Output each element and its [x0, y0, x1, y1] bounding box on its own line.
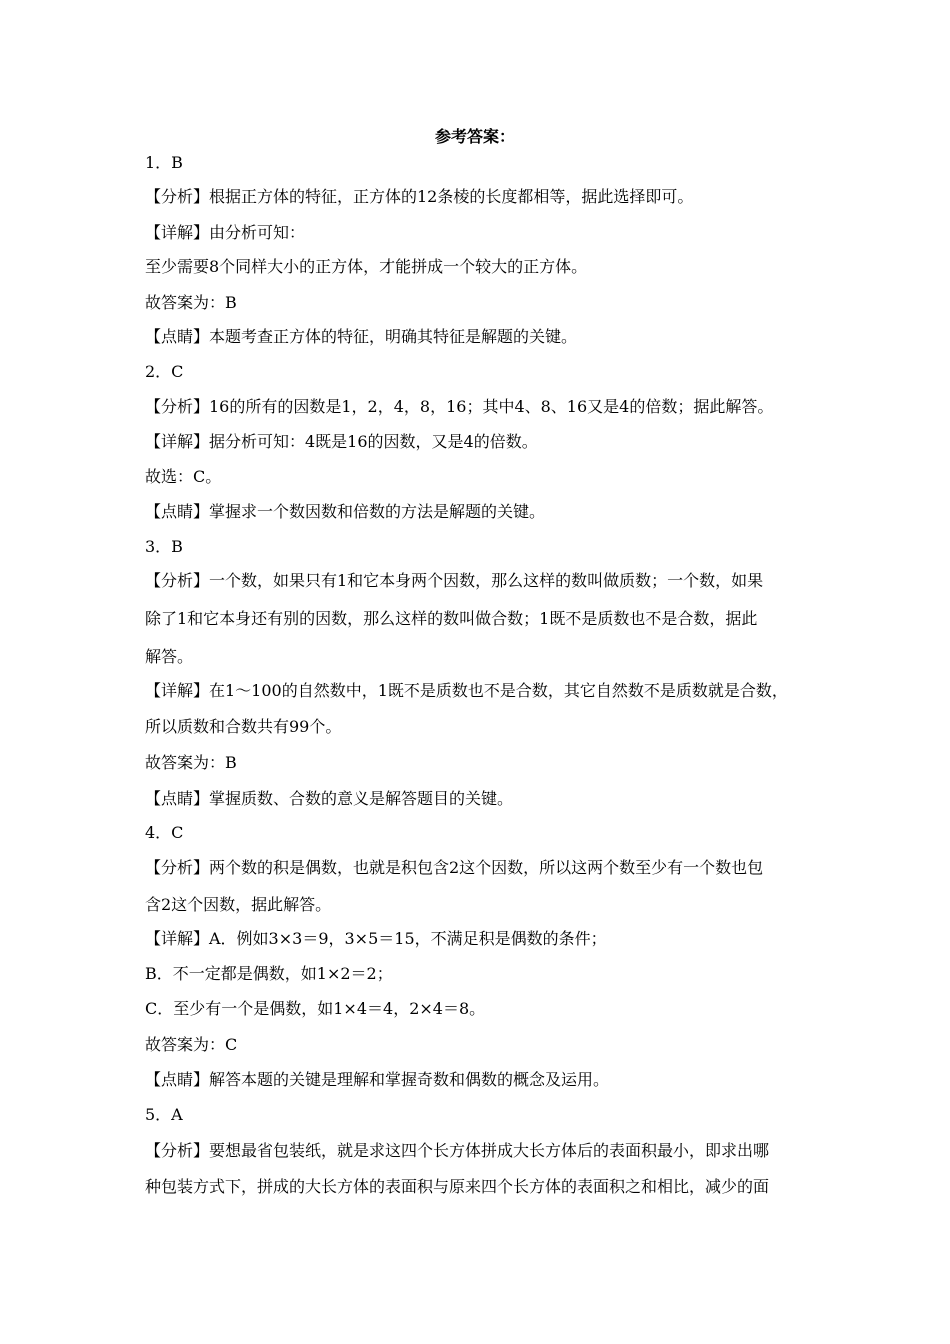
answer-line: 含2这个因数，据此解答。 [145, 895, 332, 914]
answer-line: 【点睛】本题考查正方体的特征，明确其特征是解题的关键。 [145, 327, 578, 346]
answer-line: 故答案为：B [145, 753, 237, 772]
answer-line: 【点睛】解答本题的关键是理解和掌握奇数和偶数的概念及运用。 [145, 1070, 610, 1089]
answer-line: 【详解】在1～100的自然数中，1既不是质数也不是合数，其它自然数不是质数就是合数， [145, 681, 788, 700]
answer-line: 故选：C。 [145, 467, 222, 486]
answer-line: 故答案为：C [145, 1035, 238, 1054]
page-title: 参考答案： [434, 127, 515, 146]
answer-line: 【分析】两个数的积是偶数，也就是积包含2这个因数，所以这两个数至少有一个数也包 [145, 858, 764, 877]
answer-line: 【分析】根据正方体的特征，正方体的12条棱的长度都相等，据此选择即可。 [145, 187, 694, 206]
answer-line: 2．C [145, 362, 184, 381]
answer-line: B．不一定都是偶数，如1×2＝2； [145, 964, 393, 983]
answer-line: 【点睛】掌握质数、合数的意义是解答题目的关键。 [145, 789, 514, 808]
answer-line: 【详解】A．例如3×3＝9，3×5＝15，不满足积是偶数的条件； [145, 929, 607, 948]
answer-line: 【分析】16的所有的因数是1，2，4，8，16；其中4、8、16又是4的倍数；据此解答。 [145, 397, 774, 416]
answer-line: 除了1和它本身还有别的因数，那么这样的数叫做合数；1既不是质数也不是合数，据此 [145, 609, 758, 628]
answer-line: 【点睛】掌握求一个数因数和倍数的方法是解题的关键。 [145, 502, 546, 521]
answer-line: 解答。 [145, 647, 194, 666]
answer-line: 【分析】要想最省包装纸，就是求这四个长方体拼成大长方体后的表面积最小，即求出哪 [145, 1141, 770, 1160]
answer-line: 5．A [145, 1105, 183, 1124]
answer-line: 至少需要8个同样大小的正方体，才能拼成一个较大的正方体。 [145, 257, 588, 276]
answer-line: 【分析】一个数，如果只有1和它本身两个因数，那么这样的数叫做质数；一个数，如果 [145, 571, 764, 590]
answer-line: 所以质数和合数共有99个。 [145, 717, 342, 736]
answer-line: 1．B [145, 153, 183, 172]
answer-line: C．至少有一个是偶数，如1×4＝4，2×4＝8。 [145, 999, 486, 1018]
answer-line: 【详解】由分析可知： [145, 223, 306, 242]
answer-line: 【详解】据分析可知：4既是16的因数，又是4的倍数。 [145, 432, 538, 451]
answer-line: 种包装方式下，拼成的大长方体的表面积与原来四个长方体的表面积之和相比，减少的面 [145, 1177, 770, 1196]
answer-line: 4．C [145, 823, 184, 842]
answer-line: 3．B [145, 537, 183, 556]
answer-line: 故答案为：B [145, 293, 237, 312]
